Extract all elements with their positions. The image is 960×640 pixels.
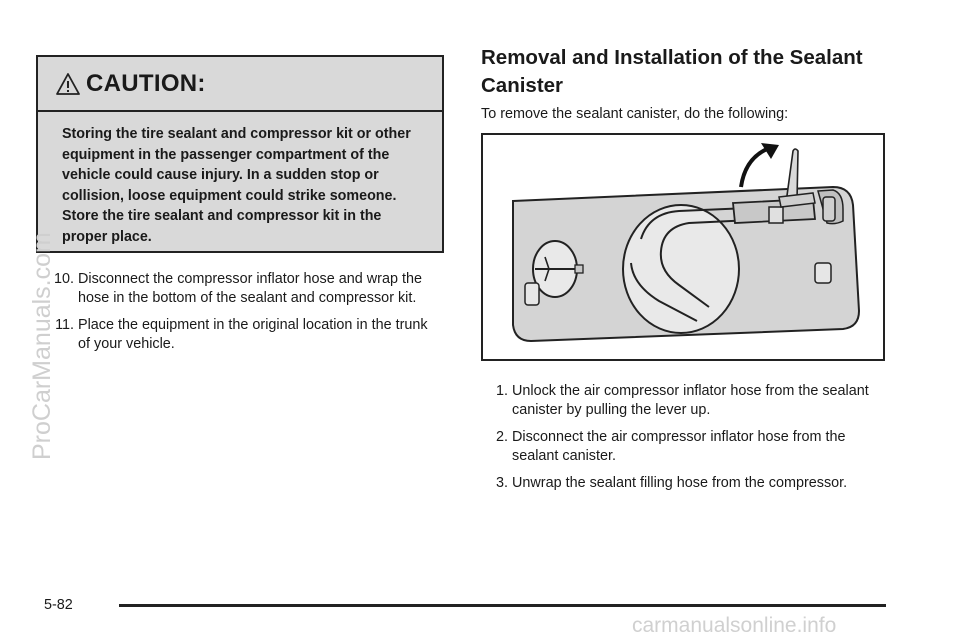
step-text: Unlock the air compressor inflator hose from the sealant canister by pulling the lever up. <box>512 383 869 418</box>
step-number: 10. <box>53 271 74 287</box>
caution-title: CAUTION: <box>86 69 206 97</box>
footer-watermark: carmanualsonline.info <box>632 614 837 637</box>
step-number: 2. <box>495 429 508 445</box>
step-number: 1. <box>495 383 508 399</box>
caution-text: Storing the tire sealant and compressor kit or other equipment in the passenger compartment of the vehicle could cause injury. In a sudden stop or collision, loose equipment could strike someone. Store the tire sealant and compressor kit in the proper place. <box>62 126 411 245</box>
list-item <box>482 474 886 493</box>
list-item <box>482 428 886 466</box>
caution-header <box>38 57 442 112</box>
side-watermark: ProCarManuals.com <box>28 232 56 460</box>
caution-box <box>36 55 444 253</box>
footer-rule <box>119 604 886 607</box>
sealant-canister-illustration <box>481 133 885 361</box>
section-intro: To remove the sealant canister, do the following: <box>481 106 789 122</box>
step-text: Disconnect the air compressor inflator hose from the sealant canister. <box>512 429 846 464</box>
step-number: 11. <box>55 317 74 333</box>
canister-diagram <box>483 135 883 359</box>
list-item <box>482 382 886 420</box>
step-text: Disconnect the compressor inflator hose and wrap the hose in the bottom of the sealant and compressor kit. <box>78 271 422 306</box>
step-number: 3. <box>495 475 508 491</box>
right-step-list <box>482 382 886 501</box>
list-item <box>48 316 440 354</box>
warning-triangle-icon <box>56 72 80 96</box>
left-step-list <box>48 270 440 362</box>
page-number: 5-82 <box>44 597 73 613</box>
step-text: Unwrap the sealant filling hose from the compressor. <box>512 475 848 491</box>
section-title: Removal and Installation of the Sealant Canister <box>481 46 863 97</box>
list-item <box>48 270 440 308</box>
step-text: Place the equipment in the original location in the trunk of your vehicle. <box>78 317 428 352</box>
